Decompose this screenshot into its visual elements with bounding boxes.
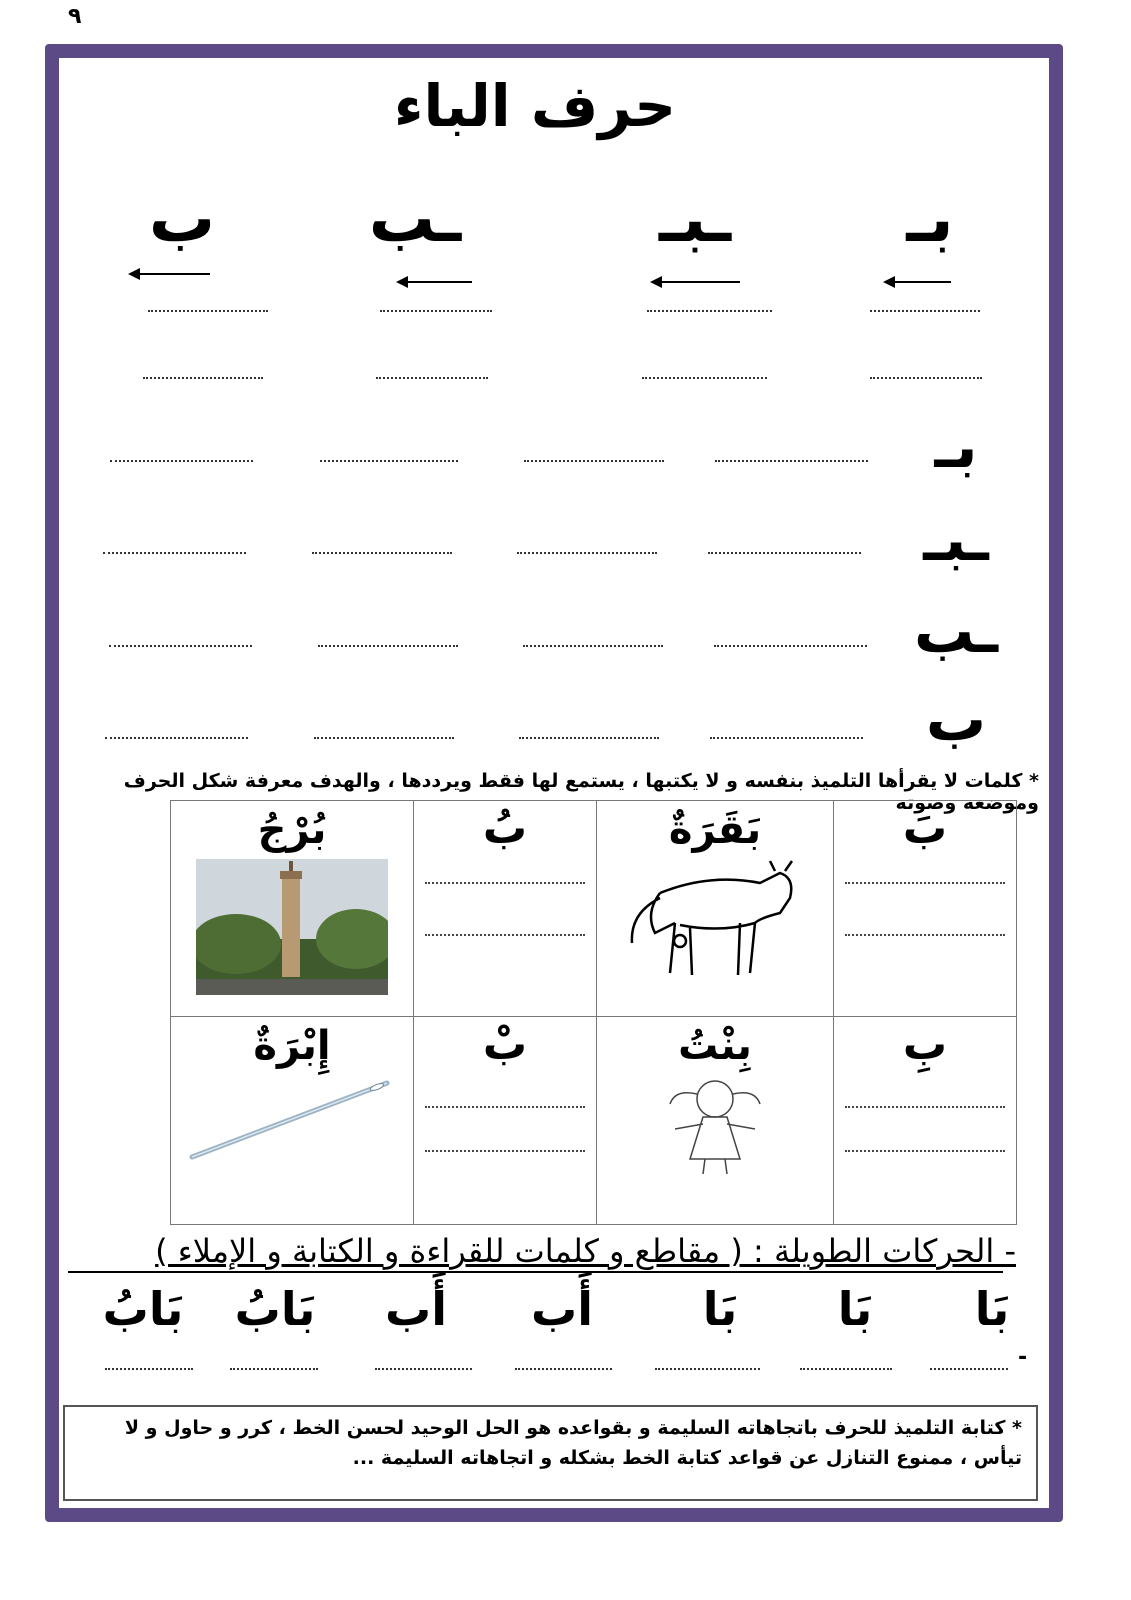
word-label: إِبْرَةٌ [253, 1023, 331, 1069]
syllable: أَب [531, 1282, 593, 1336]
writing-line[interactable] [103, 552, 246, 554]
writing-line[interactable] [376, 377, 488, 379]
writing-line[interactable] [380, 310, 492, 312]
heading-underline [68, 1271, 1003, 1273]
writing-line[interactable] [845, 1106, 1005, 1108]
footer-note: * كتابة التلميذ للحرف باتجاهاته السليمة و بقواعده هو الحل الوحيد لحسن الخط ، كرر و حاول و لا تيأس ، ممنوع التنازل عن قواعد كتابة الخط بشكله و اتجاهاته السليمة ... [63, 1405, 1038, 1501]
needle-image [182, 1069, 402, 1169]
letter-form-initial: بـ [906, 180, 954, 257]
stroke-direction-arrow-icon [130, 273, 210, 275]
letter-cell [834, 801, 1017, 1017]
writing-line[interactable] [105, 737, 248, 739]
writing-line[interactable] [845, 882, 1005, 884]
table-row [171, 801, 1017, 1017]
syllable: بَابُ [234, 1282, 316, 1336]
vowel-letter: بَ [902, 803, 948, 854]
word-cell [597, 801, 834, 1017]
letter-form-final: ـب [368, 180, 462, 257]
writing-line[interactable] [110, 460, 253, 462]
writing-line[interactable] [105, 1368, 193, 1370]
vowel-letter: بِ [902, 1019, 948, 1070]
writing-line[interactable] [715, 460, 868, 462]
word-cell [171, 1017, 414, 1225]
writing-line[interactable] [425, 1106, 585, 1108]
letter-cell [414, 801, 597, 1017]
writing-line[interactable] [800, 1368, 892, 1370]
cow-image [620, 853, 810, 983]
syllable: بَا [837, 1282, 873, 1336]
word-label: بِنْتُ [678, 1023, 752, 1069]
writing-line[interactable] [523, 645, 663, 647]
writing-line[interactable] [642, 377, 767, 379]
tower-image [196, 859, 388, 995]
page-number: ٩ [68, 4, 82, 29]
writing-line[interactable] [845, 934, 1005, 936]
writing-line[interactable] [655, 1368, 760, 1370]
letter-form-medial: ـبـ [658, 180, 732, 257]
writing-line[interactable] [930, 1368, 1008, 1370]
word-cell [597, 1017, 834, 1225]
syllable: بَابُ [102, 1282, 184, 1336]
writing-line[interactable] [519, 737, 659, 739]
writing-line[interactable] [230, 1368, 318, 1370]
writing-line[interactable] [320, 460, 458, 462]
syllable: بَا [974, 1282, 1010, 1336]
writing-line[interactable] [647, 310, 772, 312]
writing-line[interactable] [714, 645, 867, 647]
writing-line[interactable] [524, 460, 664, 462]
stroke-direction-arrow-icon [398, 281, 472, 283]
word-label: بُرْجُ [257, 807, 327, 853]
writing-line[interactable] [148, 310, 268, 312]
writing-line[interactable] [318, 645, 458, 647]
vowel-letter: بُ [482, 803, 528, 854]
writing-line[interactable] [710, 737, 863, 739]
writing-line[interactable] [708, 552, 861, 554]
stroke-direction-arrow-icon [652, 281, 740, 283]
writing-line[interactable] [375, 1368, 472, 1370]
word-label: بَقَرَةٌ [668, 807, 762, 853]
stroke-direction-arrow-icon [885, 281, 951, 283]
page-title: حرف الباء [393, 72, 677, 140]
writing-line[interactable] [870, 310, 980, 312]
writing-line[interactable] [109, 645, 252, 647]
word-cell [171, 801, 414, 1017]
practice-row-letter: ب [925, 685, 987, 755]
long-vowels-heading: - الحركات الطويلة : ( مقاطع و كلمات للقراءة و الكتابة و الإملاء ) [155, 1232, 1016, 1270]
letter-cell [834, 1017, 1017, 1225]
letter-form-isolated: ب [148, 180, 216, 257]
writing-line[interactable] [425, 1150, 585, 1152]
writing-line[interactable] [314, 737, 454, 739]
dash-marker: - [1018, 1345, 1028, 1370]
vocabulary-table [170, 800, 1017, 1225]
writing-line[interactable] [517, 552, 657, 554]
writing-line[interactable] [425, 934, 585, 936]
practice-row-letter: بـ [934, 412, 978, 482]
syllable: أَب [385, 1282, 447, 1336]
writing-line[interactable] [845, 1150, 1005, 1152]
letter-cell [414, 1017, 597, 1225]
vowel-letter: بْ [482, 1019, 528, 1070]
syllable: بَا [702, 1282, 738, 1336]
table-row [171, 1017, 1017, 1225]
practice-row-letter: ـبـ [923, 505, 989, 575]
writing-line[interactable] [143, 377, 263, 379]
writing-line[interactable] [515, 1368, 612, 1370]
writing-line[interactable] [870, 377, 982, 379]
girl-image [625, 1069, 805, 1179]
instruction-text: * كلمات لا يقرأها التلميذ بنفسه و لا يكتبها ، يستمع لها فقط ويرددها ، والهدف معرفة شكل الحرف وموضعه وصوته [123, 770, 1039, 814]
practice-row-letter: ـب [913, 597, 999, 667]
writing-line[interactable] [425, 882, 585, 884]
writing-line[interactable] [312, 552, 452, 554]
